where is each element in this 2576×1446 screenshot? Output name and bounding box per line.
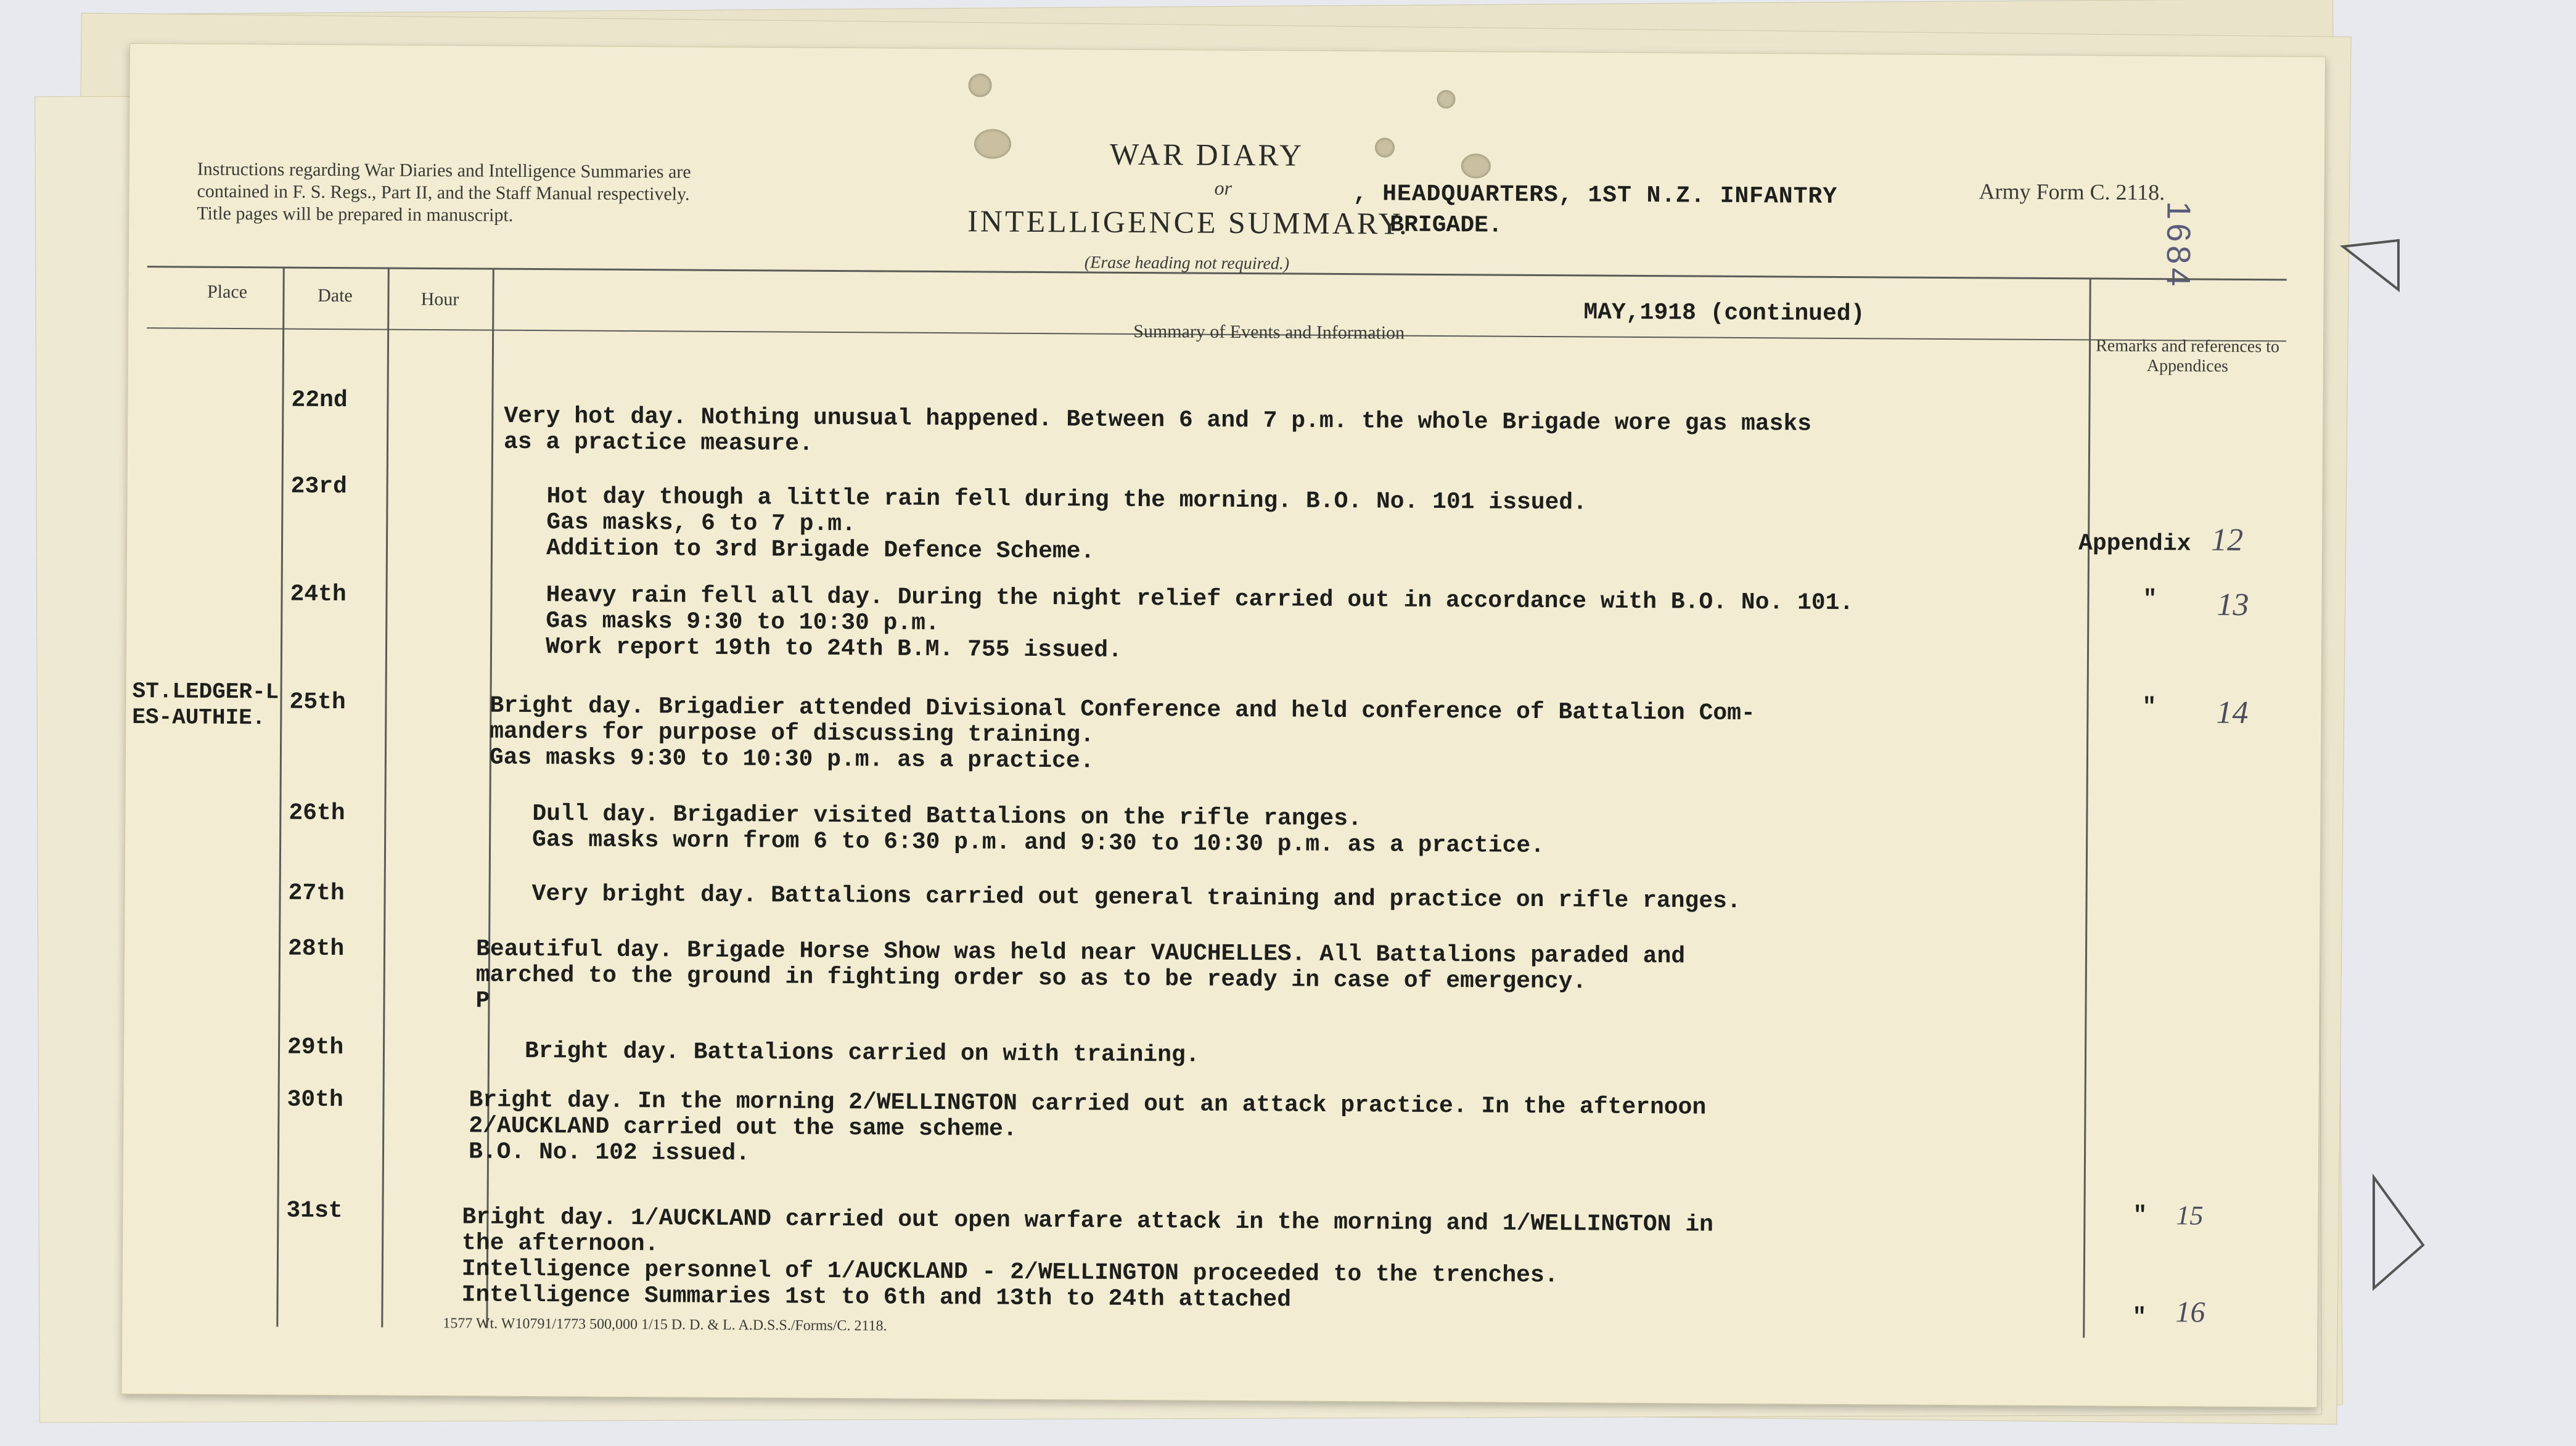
punch-hole xyxy=(1375,137,1395,157)
pencil-triangle-mark xyxy=(2361,1171,2435,1294)
col-header-hour: Hour xyxy=(420,288,459,310)
entry-remark: " xyxy=(2142,693,2157,721)
entry-pencil-number: 14 xyxy=(2216,695,2249,731)
month-label: MAY,1918 (continued) xyxy=(1583,299,1865,328)
erase-note: (Erase heading not required.) xyxy=(1084,253,1290,274)
unit-line-1: , HEADQUARTERS, 1ST N.Z. INFANTRY xyxy=(1353,181,1838,210)
date-column-rule xyxy=(381,268,390,1328)
entry-text: Bright day. In the morning 2/WELLINGTON carried out an attack practice. In the afternoon 2/AUCKLAND carried out the same scheme. B.O. No. 102 issued. xyxy=(468,1087,1707,1167)
title-intelligence-summary: INTELLIGENCE SUMMARY. xyxy=(967,203,1409,241)
form-number: Army Form C. 2118. xyxy=(1979,179,2165,205)
entry-date: 28th xyxy=(287,935,345,963)
punch-hole xyxy=(968,73,991,97)
entry-remark: " xyxy=(2143,586,2157,613)
entry-date: 29th xyxy=(287,1034,344,1061)
stamp-number: 1684 xyxy=(2159,201,2197,290)
entry-date: 30th xyxy=(287,1086,343,1114)
entry-pencil-number: 13 xyxy=(2217,587,2249,623)
entry-text: Heavy rain fell all day. During the night relief carried out in accordance with B.O. No. 101. Gas masks 9:30 to 10:30 p.m. Work report 19th to 24th B.M. 755 issued. xyxy=(545,582,1854,664)
entry-text: Beautiful day. Brigade Horse Show was held near VAUCHELLES. All Battalions paraded and marched to the ground in fighting order so as to be ready in case of emergency. P xyxy=(475,936,1686,1015)
title-or: or xyxy=(1214,176,1233,199)
entry-remark: Appendix xyxy=(2078,530,2191,558)
entry-text: Bright day. 1/AUCKLAND carried out open warfare attack in the morning and 1/WELLINGTON in the afternoon. Intelligence personnel of 1/AUCKLAND - 2/WELLINGTON proceeded to the trenches. Intelligence Summaries 1st to 6th and 13th to 24th attached xyxy=(461,1204,1713,1313)
entry-text: Very hot day. Nothing unusual happened. Between 6 and 7 p.m. the whole Brigade wore gas masks as a practice measure. xyxy=(503,402,1812,457)
pencil-triangle-mark xyxy=(2337,234,2411,308)
place-label: ST.LEDGER-LES-AUTHIE. xyxy=(132,679,279,731)
entry-text: Very bright day. Battalions carried out general training and practice on rifle ranges. xyxy=(531,881,1741,915)
entry-date: 31st xyxy=(286,1197,343,1225)
punch-hole xyxy=(1437,90,1455,108)
last-pencil-number: 16 xyxy=(2175,1296,2205,1329)
entry-text: Dull day. Brigadier visited Battalions on the rifle ranges. Gas masks worn from 6 to 6:30 p.m. and 9:30 to 10:30 p.m. as a practice. xyxy=(531,801,1545,860)
punch-hole xyxy=(974,129,1011,158)
remarks-column-rule xyxy=(2083,277,2091,1338)
instructions-text: Instructions regarding War Diaries and Intelligence Summaries are contained in F. S. Regs., Part II, and the Staff Manual respectively. Title pages will be prepared in manuscript. xyxy=(197,158,691,226)
entry-date: 26th xyxy=(289,799,345,827)
entry-date: 22nd xyxy=(291,386,348,414)
unit-line-2: BRIGADE. xyxy=(1390,211,1503,239)
entry-text: Bright day. Battalions carried on with training. xyxy=(524,1037,1200,1069)
form-footer: 1577 Wt. W10791/1773 500,000 1/15 D. D. & L. A.D.S.S./Forms/C. 2118. xyxy=(443,1315,887,1334)
entry-text: Hot day though a little rain fell during the morning. B.O. No. 101 issued. Gas masks, 6 to 7 p.m. Addition to 3rd Brigade Defence Scheme. xyxy=(546,483,1588,565)
punch-hole xyxy=(1461,153,1491,178)
war-diary-sheet xyxy=(121,43,2326,1408)
entry-date: 27th xyxy=(288,880,345,907)
entry-date: 25th xyxy=(289,688,346,716)
entry-remark: " xyxy=(2133,1202,2147,1230)
last-remark-mark: " xyxy=(2132,1304,2147,1331)
col-header-date: Date xyxy=(318,285,353,306)
entry-date: 23rd xyxy=(290,473,347,500)
entry-date: 24th xyxy=(290,581,347,608)
col-header-summary: Summary of Events and Information xyxy=(1133,321,1405,343)
col-header-place: Place xyxy=(207,281,248,303)
title-war-diary: WAR DIARY xyxy=(1109,136,1305,173)
entry-text: Bright day. Brigadier attended Divisional Conference and held conference of Battalion Com- manders for purpose of discussing training. Gas masks 9:30 to 10:30 p.m. as a practice. xyxy=(489,692,1755,775)
entry-pencil-number: 12 xyxy=(2210,522,2244,558)
col-header-remarks: Remarks and references to Appendices xyxy=(2096,336,2280,376)
hour-column-rule xyxy=(486,268,494,1328)
entry-pencil-number: 15 xyxy=(2176,1200,2204,1231)
place-column-rule xyxy=(276,267,285,1327)
